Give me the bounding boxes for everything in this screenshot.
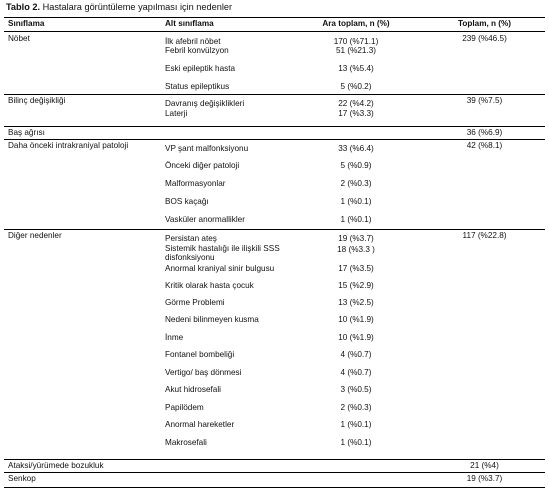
row-divider <box>4 459 545 460</box>
subcategory-label: Sistemik hastalığı ile ilişkili SSS disfonksiyonu <box>165 244 280 262</box>
subtotal-cell: 1 (%0.1) <box>340 420 372 429</box>
subcategory-label: Persistan ateş <box>165 234 217 243</box>
subcategory-label: İlk afebril nöbet <box>165 37 221 46</box>
subcategory-label: Anormal hareketler <box>165 420 235 429</box>
subcategory-label: Görme Problemi <box>165 298 225 307</box>
subtotal-cell: 17 (%3.5) <box>338 264 374 273</box>
subtotal-cell: 10 (%1.9) <box>338 315 374 324</box>
subcategory-label: Davranış değişiklikleri <box>165 99 245 108</box>
subcategory-label: BOS kaçağı <box>165 197 209 206</box>
subcategory-label: VP şant malfonksiyonu <box>165 144 249 153</box>
subcategory-label: Makrosefali <box>165 438 207 447</box>
subtotal-cell: 2 (%0.3) <box>340 403 372 412</box>
category-cell: Ataksi/yürümede bozukluk <box>8 461 104 470</box>
subtotal-cell: 3 (%0.5) <box>340 385 372 394</box>
subtotal-cell: 15 (%2.9) <box>338 281 374 290</box>
subtotal-cell: 10 (%1.9) <box>338 333 374 342</box>
subcategory-label: Fontanel bombeliği <box>165 350 235 359</box>
subtotal-cell: 4 (%0.7) <box>340 368 372 377</box>
subcategory-label: Status epileptikus <box>165 82 230 91</box>
subtotal-cell: 13 (%5.4) <box>338 64 374 73</box>
header-ara-toplam: Ara toplam, n (%) <box>322 19 390 28</box>
total-cell: 39 (%7.5) <box>466 96 503 105</box>
subtotal-cell: 13 (%2.5) <box>338 298 374 307</box>
row-divider <box>4 139 545 140</box>
category-cell: Baş ağrısı <box>8 128 45 137</box>
subtotal-cell: 5 (%0.9) <box>340 161 372 170</box>
header-alt-siniflama: Alt sınıflama <box>165 19 214 28</box>
category-cell: Nöbet <box>8 34 30 43</box>
row-divider <box>4 229 545 230</box>
subcategory-label: Kritik olarak hasta çocuk <box>165 281 254 290</box>
subtotal-cell: 1 (%0.1) <box>340 197 372 206</box>
subtotal-cell: 18 (%3.3 ) <box>337 245 375 254</box>
header-toplam: Toplam, n (%) <box>457 19 512 28</box>
subcategory-label: Papilödem <box>165 403 204 412</box>
table-top-border <box>4 17 545 18</box>
subcategory-label: Laterji <box>165 109 188 118</box>
header-divider <box>4 31 545 32</box>
total-cell: 36 (%6.9) <box>466 128 503 137</box>
subcategory-label: İnme <box>165 333 184 342</box>
total-cell: 42 (%8.1) <box>466 141 503 150</box>
total-cell: 19 (%3.7) <box>466 474 503 483</box>
subcategory-label: Akut hidrosefali <box>165 385 221 394</box>
category-cell: Senkop <box>8 474 36 483</box>
subcategory-label: Anormal kraniyal sinir bulgusu <box>165 264 275 273</box>
caption-label: Tablo 2. <box>6 2 41 12</box>
subcategory-label: Vertigo/ baş dönmesi <box>165 368 242 377</box>
subcategory-label: Önceki diğer patoloji <box>165 161 240 170</box>
subtotal-cell: 4 (%0.7) <box>340 350 372 359</box>
total-cell: 239 (%46.5) <box>462 34 507 43</box>
total-cell: 117 (%22.8) <box>462 231 507 240</box>
subtotal-cell: 5 (%0.2) <box>340 82 372 91</box>
header-siniflama: Sınıflama <box>8 19 45 28</box>
table-caption <box>6 2 232 12</box>
category-cell: Diğer nedenler <box>8 231 62 240</box>
subcategory-label: Febril konvülzyon <box>165 46 229 55</box>
data-table <box>4 17 545 483</box>
category-cell: Bilinç değişikliği <box>8 96 66 105</box>
subcategory-label: Malformasyonlar <box>165 179 226 188</box>
subtotal-cell: 1 (%0.1) <box>340 215 372 224</box>
total-cell: 21 (%4) <box>470 461 499 470</box>
subtotal-cell: 19 (%3.7) <box>338 234 374 243</box>
subtotal-cell: 22 (%4.2) <box>338 99 374 108</box>
row-divider <box>4 94 545 95</box>
subcategory-label: Vasküler anormallikler <box>165 215 245 224</box>
subtotal-cell: 51 (%21.3) <box>335 46 377 55</box>
subcategory-label: Eski epileptik hasta <box>165 64 236 73</box>
row-divider <box>4 472 545 473</box>
subtotal-cell: 33 (%6.4) <box>338 144 374 153</box>
subtotal-cell: 1 (%0.1) <box>340 438 372 447</box>
subtotal-cell: 2 (%0.3) <box>340 179 372 188</box>
subcategory-label: Nedeni bilinmeyen kusma <box>165 315 259 324</box>
subtotal-cell: 170 (%71.1) <box>333 37 379 46</box>
category-cell: Daha önceki intrakraniyal patoloji <box>8 141 129 150</box>
row-divider <box>4 126 545 127</box>
subtotal-cell: 17 (%3.3) <box>338 109 374 118</box>
caption-text: Hastalara görüntüleme yapılması için nedenler <box>42 2 233 12</box>
